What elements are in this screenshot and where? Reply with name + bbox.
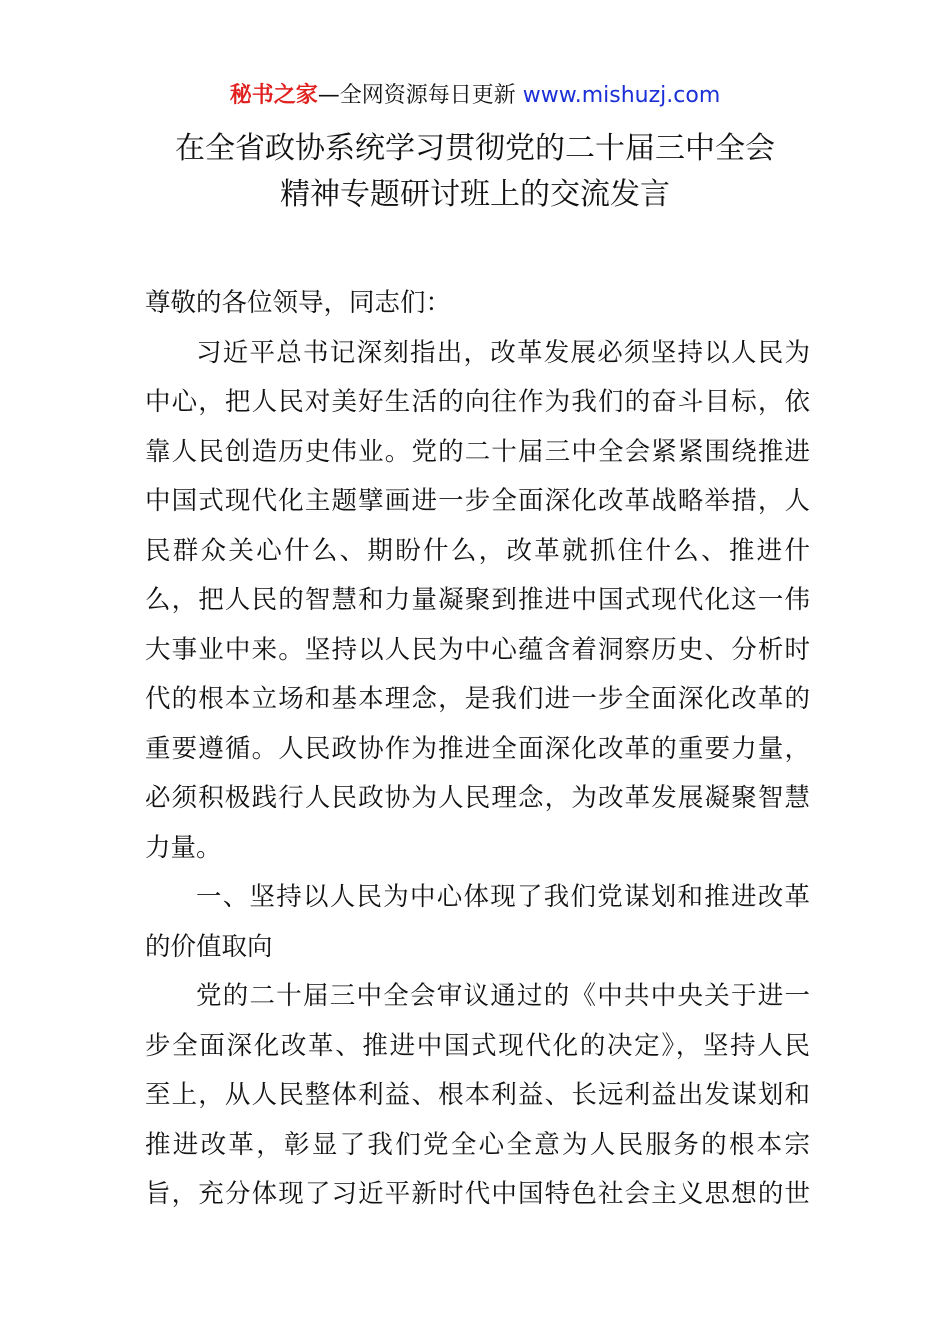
section-heading-line: 的价值取向 xyxy=(145,931,273,962)
paragraph-1-line: 么，把人民的智慧和力量凝聚到推进中国式现代化这一伟 xyxy=(145,585,810,615)
paragraph-2-line: 党的二十届三中全会审议通过的《中共中央关于进一 xyxy=(196,981,810,1011)
paragraph-1-line: 民群众关心什么、期盼什么，改革就抓住什么、推进什 xyxy=(145,535,810,566)
section-heading-line: 一、坚持以人民为中心体现了我们党谋划和推进改革 xyxy=(196,882,810,912)
paragraph-1-line: 中心，把人民对美好生活的向往作为我们的奋斗目标，依 xyxy=(145,387,810,417)
paragraph-1-line: 靠人民创造历史伟业。党的二十届三中全会紧紧围绕推进 xyxy=(145,436,810,467)
paragraph-1-line: 大事业中来。坚持以人民为中心蕴含着洞察历史、分析时 xyxy=(145,634,810,665)
paragraph-1-line: 中国式现代化主题擘画进一步全面深化改革战略举措，人 xyxy=(145,486,810,516)
paragraph-1-line: 力量。 xyxy=(145,832,222,863)
title-line-1: 在全省政协系统学习贯彻党的二十届三中全会 xyxy=(175,131,775,166)
paragraph-2-line: 步全面深化改革、推进中国式现代化的决定》，坚持人民 xyxy=(145,1030,810,1061)
paragraph-1-line: 重要遵循。人民政协作为推进全面深化改革的重要力量， xyxy=(145,733,810,764)
site-header xyxy=(0,80,950,112)
paragraph-2-line: 至上，从人民整体利益、根本利益、长远利益出发谋划和 xyxy=(145,1080,810,1110)
paragraph-1-line: 必须积极践行人民政协为人民理念，为改革发展凝聚智慧 xyxy=(145,783,810,813)
header-tagline: —全网资源每日更新 xyxy=(317,83,516,108)
document-body xyxy=(145,279,810,1220)
document-title xyxy=(0,126,950,218)
title-line-2: 精神专题研讨班上的交流发言 xyxy=(280,177,670,212)
paragraph-1-line: 代的根本立场和基本理念，是我们进一步全面深化改革的 xyxy=(145,684,810,714)
brand-name: 秘书之家 xyxy=(229,83,318,108)
paragraph-1-line: 习近平总书记深刻指出，改革发展必须坚持以人民为 xyxy=(196,337,810,368)
site-url-link[interactable]: www.mishuzj.com xyxy=(522,83,721,108)
paragraph-2-line: 旨，充分体现了习近平新时代中国特色社会主义思想的世 xyxy=(145,1179,810,1209)
paragraph-2-line: 推进改革，彰显了我们党全心全意为人民服务的根本宗 xyxy=(145,1129,810,1160)
salutation-line: 尊敬的各位领导，同志们： xyxy=(145,288,452,318)
